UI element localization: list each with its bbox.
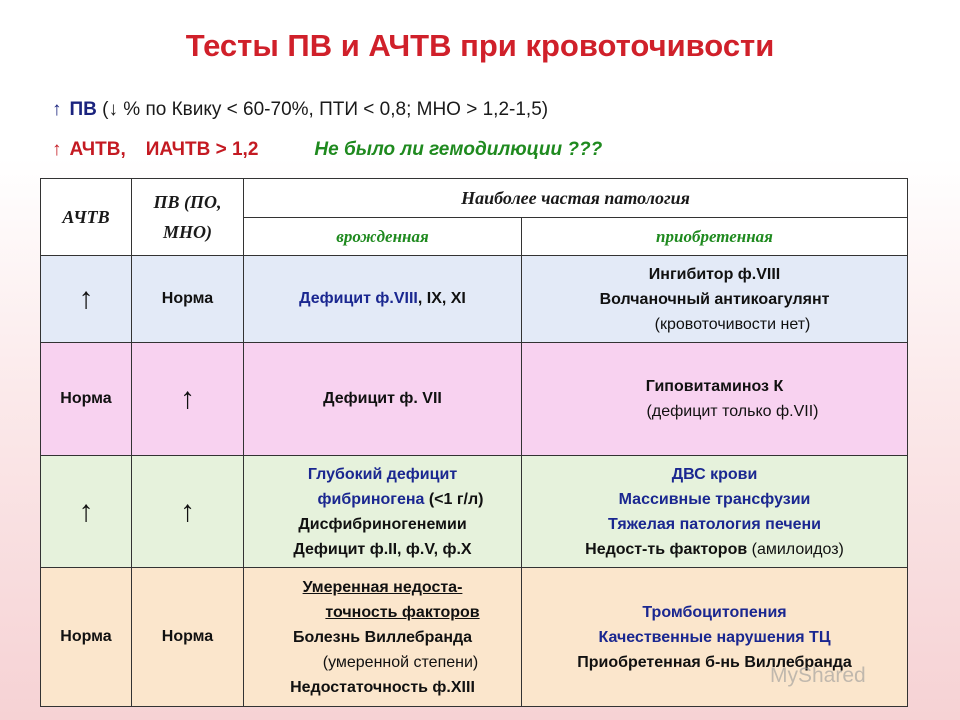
congenital-cell: Умеренная недоста- точность факторов Болезнь Виллебранда (умеренной степени) Недостаточность ф.XIII xyxy=(244,568,522,707)
iaptt-label: ИАЧТВ > 1,2 xyxy=(145,139,259,160)
congenital-cell: Дефицит ф.VIII, IX, XI xyxy=(244,256,522,343)
table-row xyxy=(41,343,908,456)
hemodilution-question: Не было ли гемодилюции ??? xyxy=(314,139,603,160)
pt-criteria-text: (↓ % по Квику < 60-70%, ПТИ < 0,8; МНО > 1,2-1,5) xyxy=(102,99,549,120)
congenital-cell: Глубокий дефицит фибриногена (<1 г/л) Дисфибриногенемии Дефицит ф.II, ф.V, ф.X xyxy=(244,456,522,568)
acquired-cell: ДВС крови Массивные трансфузии Тяжелая патология печени Недост-ть факторов (амилоидоз) xyxy=(522,456,908,568)
pathology-table xyxy=(40,178,908,707)
header-aptt: АЧТВ xyxy=(41,179,132,256)
aptt-cell: ↑ xyxy=(41,456,132,568)
watermark: MyShared xyxy=(770,664,866,687)
header-pathology: Наиболее частая патология xyxy=(244,179,908,218)
header-congenital: врожденная xyxy=(244,218,522,256)
pt-criteria-line xyxy=(52,99,548,121)
aptt-cell: ↑ xyxy=(41,256,132,343)
pt-cell: Норма xyxy=(132,256,244,343)
header-acquired: приобретенная xyxy=(522,218,908,256)
pt-label: ПВ xyxy=(69,99,97,120)
aptt-label: АЧТВ, xyxy=(69,139,126,160)
pt-cell: ↑ xyxy=(132,456,244,568)
header-pt: ПВ (ПО, МНО) xyxy=(132,179,244,256)
aptt-cell: Норма xyxy=(41,568,132,707)
pt-cell: Норма xyxy=(132,568,244,707)
aptt-criteria-line xyxy=(52,139,602,161)
acquired-cell: Гиповитаминоз К (дефицит только ф.VII) xyxy=(522,343,908,456)
arrow-up-icon: ↑ xyxy=(52,139,62,160)
table-header-row xyxy=(41,179,908,218)
pt-cell: ↑ xyxy=(132,343,244,456)
table-row xyxy=(41,256,908,343)
acquired-cell: Тромбоцитопения Качественные нарушения ТЦ Приобретенная б-нь Виллебранда xyxy=(522,568,908,707)
congenital-cell: Дефицит ф. VII xyxy=(244,343,522,456)
page-title: Тесты ПВ и АЧТВ при кровоточивости xyxy=(185,28,775,63)
arrow-down-icon: ↓ xyxy=(108,99,118,120)
acquired-cell: Ингибитор ф.VIII Волчаночный антикоагулянт (кровоточивости нет) xyxy=(522,256,908,343)
arrow-up-icon: ↑ xyxy=(52,99,62,120)
table-row xyxy=(41,456,908,568)
aptt-cell: Норма xyxy=(41,343,132,456)
